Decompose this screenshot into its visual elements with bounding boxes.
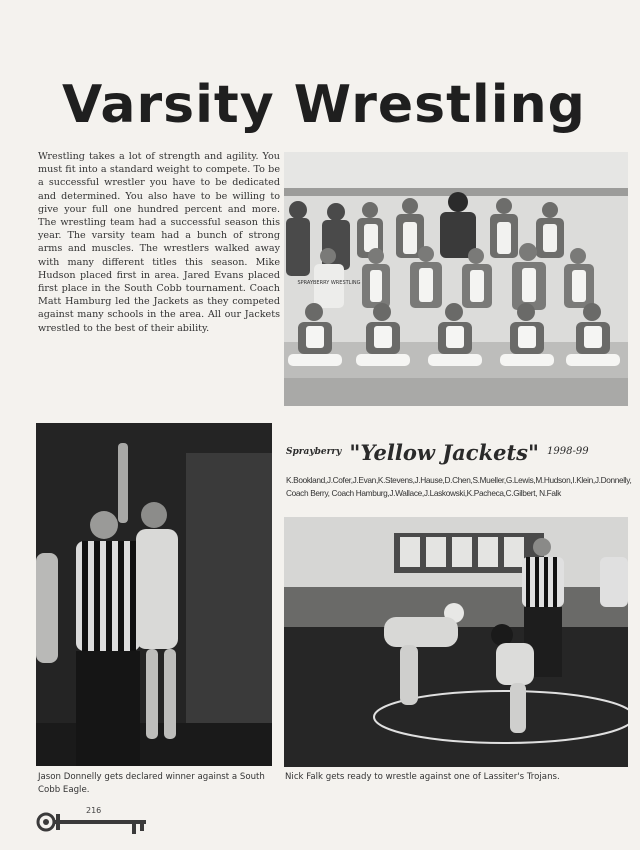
team-heading — [286, 440, 628, 468]
shirt-text: SPRAYBERRY WRESTLING — [297, 280, 361, 286]
falk-photo-image — [284, 517, 628, 767]
team-roster — [286, 474, 632, 499]
falk-photo — [284, 517, 628, 767]
team-photo — [284, 152, 628, 406]
page-title: Varsity Wrestling — [62, 74, 586, 135]
team-school: Sprayberry — [286, 447, 342, 457]
roster-line: Coach Berry, Coach Hamburg,J.Wallace,J.Laskowski,K.Pacheca,C.Gilbert, N.Falk — [286, 487, 561, 498]
caption-left: Jason Donnelly gets declared winner against a South Cobb Eagle. — [38, 772, 265, 795]
team-name: "Yellow Jackets" — [349, 440, 539, 465]
roster-line: K.Bookland,J.Cofer,J.Evan,K.Stevens,J.Hause,D.Chen,S.Mueller,G.Lewis,M.Hudson,I.Klein,J.Donnelly, — [286, 475, 632, 485]
page-number: 216 — [86, 806, 102, 815]
winner-photo-image — [36, 423, 272, 766]
caption-right: Nick Falk gets ready to wrestle against one of Lassiter's Trojans. — [285, 772, 560, 782]
team-season: 1998-99 — [547, 446, 589, 457]
article-body: Wrestling takes a lot of strength and agility. You must fit into a standard weight to compete. To be a successful wrestler you have to be dedicated and determined. You also have to be willing to give your full one hundred percent and more. The wrestling team had a successful season this year. The varsity team had a bunch of strong arms and muscles. The wrestlers walked away with many different titles this season. Mike Hudson placed first in area. Jared Evans placed first place in the South Cobb tournament. Coach Matt Hamburg led the Jackets as they competed against many schools in the area. All our Jackets wrestled to the best of their ability. — [38, 151, 280, 334]
winner-photo — [36, 423, 272, 766]
team-photo-image — [284, 152, 628, 406]
